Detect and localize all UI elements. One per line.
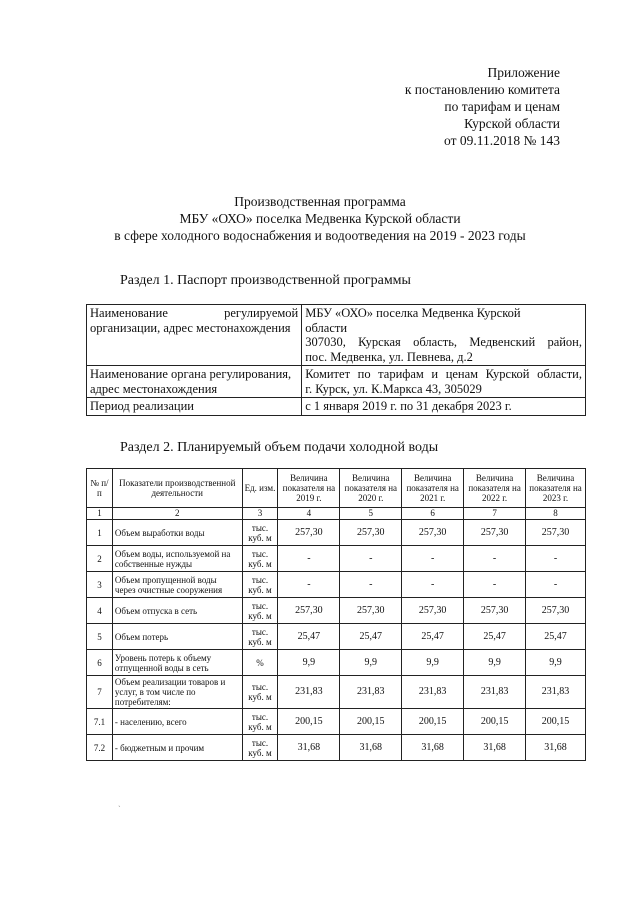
row-value: 231,83 <box>402 676 464 709</box>
column-header: Величина показателя на 2022 г. <box>464 469 526 508</box>
row-label: Объем пропущенной воды через очистные сооружения <box>112 572 242 598</box>
row-unit: тыс. куб. м <box>242 709 278 735</box>
value-line: пос. Медвенка, ул. Певнева, д.2 <box>305 349 473 364</box>
row-value: 200,15 <box>340 709 402 735</box>
column-header: Величина показателя на 2019 г. <box>278 469 340 508</box>
row-number: 5 <box>87 624 113 650</box>
row-value: 31,68 <box>340 735 402 761</box>
row-value: 231,83 <box>278 676 340 709</box>
row-value: - <box>464 572 526 598</box>
row-value: - <box>340 572 402 598</box>
value-line: Комитет по тарифам и ценам Курской области, <box>305 367 582 381</box>
column-number: 1 <box>87 508 113 520</box>
row-unit: тыс. куб. м <box>242 520 278 546</box>
scan-mark: ˎ <box>118 798 121 807</box>
row-value: 25,47 <box>402 624 464 650</box>
appendix-block <box>360 64 560 149</box>
row-value: 31,68 <box>402 735 464 761</box>
row-value: 31,68 <box>526 735 586 761</box>
label-line: Период реализации <box>90 399 194 413</box>
table-body <box>87 520 586 761</box>
row-unit: тыс. куб. м <box>242 624 278 650</box>
row-value: 257,30 <box>278 520 340 546</box>
row-label: Объем выработки воды <box>112 520 242 546</box>
row-value: 9,9 <box>464 650 526 676</box>
water-volume-table <box>86 468 586 761</box>
appendix-line: к постановлению комитета <box>404 82 560 97</box>
column-header: Величина показателя на 2020 г. <box>340 469 402 508</box>
row-unit: % <box>242 650 278 676</box>
table-row <box>87 624 586 650</box>
row-label: Объем отпуска в сеть <box>112 598 242 624</box>
table-row <box>87 709 586 735</box>
value-line: г. Курск, ул. К.Маркса 43, 305029 <box>305 381 482 396</box>
table-header-row <box>87 469 586 508</box>
row-value: 200,15 <box>464 709 526 735</box>
column-number: 7 <box>464 508 526 520</box>
row-unit: тыс. куб. м <box>242 598 278 624</box>
column-header: Ед. изм. <box>242 469 278 508</box>
table-row <box>87 676 586 709</box>
appendix-line: по тарифам и ценам <box>444 99 560 114</box>
row-value: 257,30 <box>278 598 340 624</box>
row-value: 257,30 <box>464 520 526 546</box>
table-row <box>87 598 586 624</box>
title-line: в сфере холодного водоснабжения и водоотведения на 2019 - 2023 годы <box>114 228 526 243</box>
label-line: адрес местонахождения <box>90 381 218 396</box>
row-number: 6 <box>87 650 113 676</box>
row-value: 231,83 <box>526 676 586 709</box>
table-row <box>87 520 586 546</box>
appendix-line: Курской области <box>464 116 560 131</box>
row-label: Объем воды, используемой на собственные нужды <box>112 546 242 572</box>
column-header: Величина показателя на 2023 г. <box>526 469 586 508</box>
row-unit: тыс. куб. м <box>242 572 278 598</box>
value-line: МБУ «ОХО» поселка Медвенка Курской <box>305 306 521 320</box>
column-number: 8 <box>526 508 586 520</box>
row-value: 9,9 <box>278 650 340 676</box>
row-unit: тыс. куб. м <box>242 546 278 572</box>
passport-row <box>87 398 586 416</box>
row-value: - <box>464 546 526 572</box>
passport-label <box>87 305 302 366</box>
row-value: 9,9 <box>402 650 464 676</box>
label-line: Наименование органа регулирования, <box>90 367 292 381</box>
appendix-line: от 09.11.2018 № 143 <box>444 133 560 148</box>
passport-label <box>87 398 302 416</box>
passport-value <box>302 305 586 366</box>
row-value: 9,9 <box>340 650 402 676</box>
column-number: 6 <box>402 508 464 520</box>
row-number: 3 <box>87 572 113 598</box>
row-unit: тыс. куб. м <box>242 676 278 709</box>
title-line: Производственная программа <box>234 194 406 209</box>
row-value: 231,83 <box>340 676 402 709</box>
row-value: - <box>278 546 340 572</box>
value-line: 307030, Курская область, Медвенский район, <box>305 335 582 349</box>
row-unit: тыс. куб. м <box>242 735 278 761</box>
row-value: 257,30 <box>464 598 526 624</box>
row-value: 257,30 <box>526 520 586 546</box>
passport-row <box>87 366 586 398</box>
label-line: организации, адрес местонахождения <box>90 320 291 335</box>
passport-label <box>87 366 302 398</box>
row-number: 7.1 <box>87 709 113 735</box>
row-label: Уровень потерь к объему отпущенной воды в сеть <box>112 650 242 676</box>
row-value: - <box>278 572 340 598</box>
section2-heading: Раздел 2. Планируемый объем подачи холодной воды <box>120 440 439 455</box>
row-value: 200,15 <box>278 709 340 735</box>
row-value: 200,15 <box>526 709 586 735</box>
row-value: 257,30 <box>402 598 464 624</box>
row-number: 1 <box>87 520 113 546</box>
row-value: 257,30 <box>340 520 402 546</box>
appendix-line: Приложение <box>487 65 560 80</box>
table-row <box>87 650 586 676</box>
row-value: - <box>402 572 464 598</box>
column-number: 4 <box>278 508 340 520</box>
row-value: - <box>402 546 464 572</box>
row-number: 7 <box>87 676 113 709</box>
passport-table <box>86 304 586 416</box>
passport-value <box>302 366 586 398</box>
passport-value <box>302 398 586 416</box>
row-label: - бюджетным и прочим <box>112 735 242 761</box>
column-number: 5 <box>340 508 402 520</box>
row-value: 257,30 <box>402 520 464 546</box>
row-label: Объем реализации товаров и услуг, в том числе по потребителям: <box>112 676 242 709</box>
row-value: - <box>340 546 402 572</box>
column-number-row <box>87 508 586 520</box>
row-value: 257,30 <box>526 598 586 624</box>
table-row <box>87 735 586 761</box>
row-number: 4 <box>87 598 113 624</box>
value-line: с 1 января 2019 г. по 31 декабря 2023 г. <box>305 399 512 413</box>
column-header: Величина показателя на 2021 г. <box>402 469 464 508</box>
row-value: 257,30 <box>340 598 402 624</box>
passport-row <box>87 305 586 366</box>
table-row <box>87 572 586 598</box>
row-value: 31,68 <box>464 735 526 761</box>
document-title <box>60 193 580 244</box>
row-number: 7.2 <box>87 735 113 761</box>
column-header: Показатели производственной деятельности <box>112 469 242 508</box>
row-value: - <box>526 546 586 572</box>
column-header: № п/п <box>87 469 113 508</box>
row-value: 25,47 <box>526 624 586 650</box>
row-value: 25,47 <box>340 624 402 650</box>
label-line: Наименование регулируемой <box>90 306 299 320</box>
column-number: 2 <box>112 508 242 520</box>
row-value: 25,47 <box>464 624 526 650</box>
value-line: области <box>305 320 348 335</box>
row-value: 25,47 <box>278 624 340 650</box>
row-label: Объем потерь <box>112 624 242 650</box>
row-value: 9,9 <box>526 650 586 676</box>
row-value: - <box>526 572 586 598</box>
row-value: 231,83 <box>464 676 526 709</box>
row-label: - населению, всего <box>112 709 242 735</box>
row-value: 200,15 <box>402 709 464 735</box>
row-number: 2 <box>87 546 113 572</box>
column-number: 3 <box>242 508 278 520</box>
section1-heading: Раздел 1. Паспорт производственной программы <box>120 273 411 288</box>
title-line: МБУ «ОХО» поселка Медвенка Курской области <box>179 211 461 226</box>
table-row <box>87 546 586 572</box>
row-value: 31,68 <box>278 735 340 761</box>
